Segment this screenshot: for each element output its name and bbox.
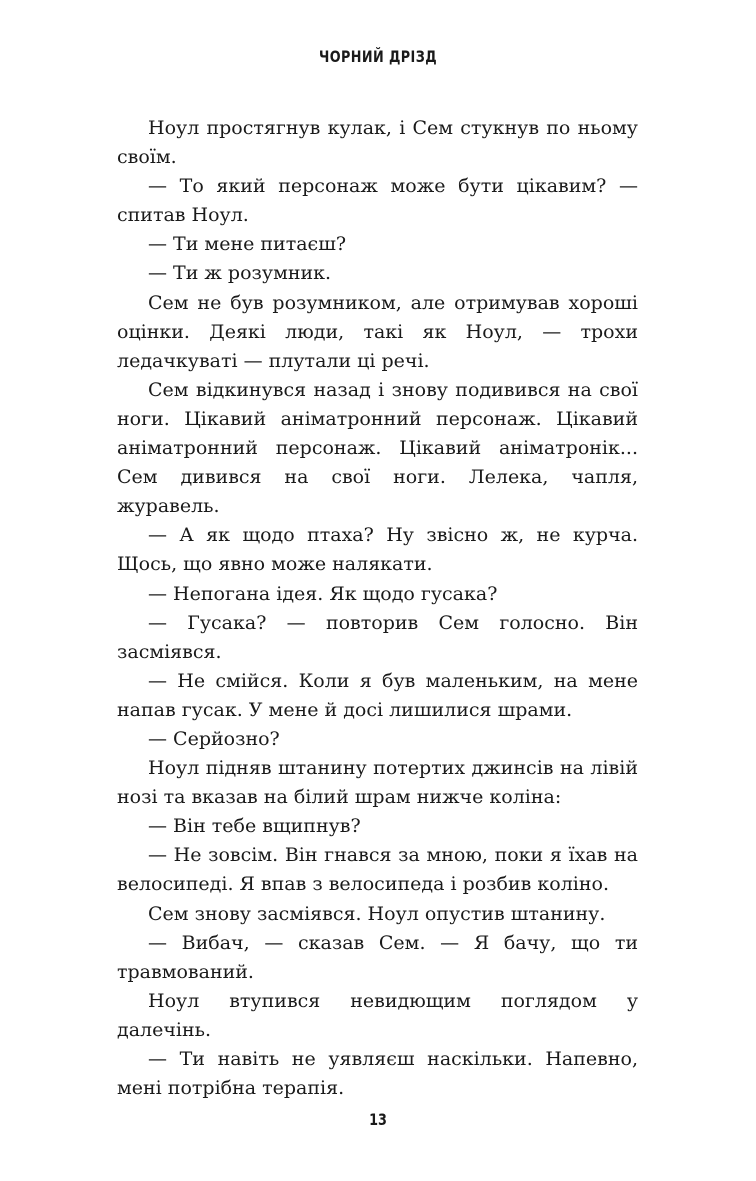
paragraph: — Він тебе вщипнув? [148, 815, 361, 838]
paragraph: — Непогана ідея. Як щодо гусака? [148, 582, 498, 605]
paragraph: Сем не був розумником, але отримував хороші оцінки. Деякі люди, такі як Ноул, — трохи ледачкуваті — плутали ці речі. [117, 291, 638, 372]
page-number: 13 [369, 1110, 387, 1129]
paragraph: Сем знову засміявся. Ноул опустив штанину. [148, 902, 606, 925]
paragraph: — Ти мене питаєш? [148, 233, 347, 256]
paragraph: — Вибач, — сказав Сем. — Я бачу, що ти травмований. [117, 931, 638, 983]
paragraph: Сем відкинувся назад і знову подивився на свої ноги. Цікавий аніматронний персонаж. Цікавий аніматронний персонаж. Цікавий аніматронік... Сем дивився на свої ноги. Лелека, чапля, журавель. [117, 378, 638, 518]
paragraph: Ноул простягнув кулак, і Сем стукнув по ньому своїм. [117, 117, 638, 169]
paragraph: — То який персонаж може бути цікавим? — спитав Ноул. [117, 175, 638, 227]
paragraph: Ноул втупився невидющим поглядом у далечінь. [117, 989, 638, 1041]
paragraph: — Не зовсім. Він гнався за мною, поки я їхав на велосипеді. Я впав з велосипеда і розбив коліно. [117, 844, 638, 896]
paragraph: — Ти ж розумник. [148, 262, 332, 285]
paragraph: — Гусака? — повторив Сем голосно. Він засміявся. [117, 611, 638, 663]
paragraph: — Ти навіть не уявляєш наскільки. Напевно, мені потрібна терапія. [117, 1048, 638, 1100]
running-head-title: ЧОРНИЙ ДРІЗД [318, 47, 438, 66]
body-text [117, 114, 638, 1103]
paragraph: — Не смійся. Коли я був маленьким, на мене напав гусак. У мене й досі лишилися шрами. [117, 669, 638, 721]
paragraph: — А як щодо птаха? Ну звісно ж, не курча. Щось, що явно може налякати. [117, 524, 638, 576]
paragraph: — Серйозно? [148, 727, 280, 750]
paragraph: Ноул підняв штанину потертих джинсів на лівій нозі та вказав на білий шрам нижче коліна: [117, 757, 638, 809]
